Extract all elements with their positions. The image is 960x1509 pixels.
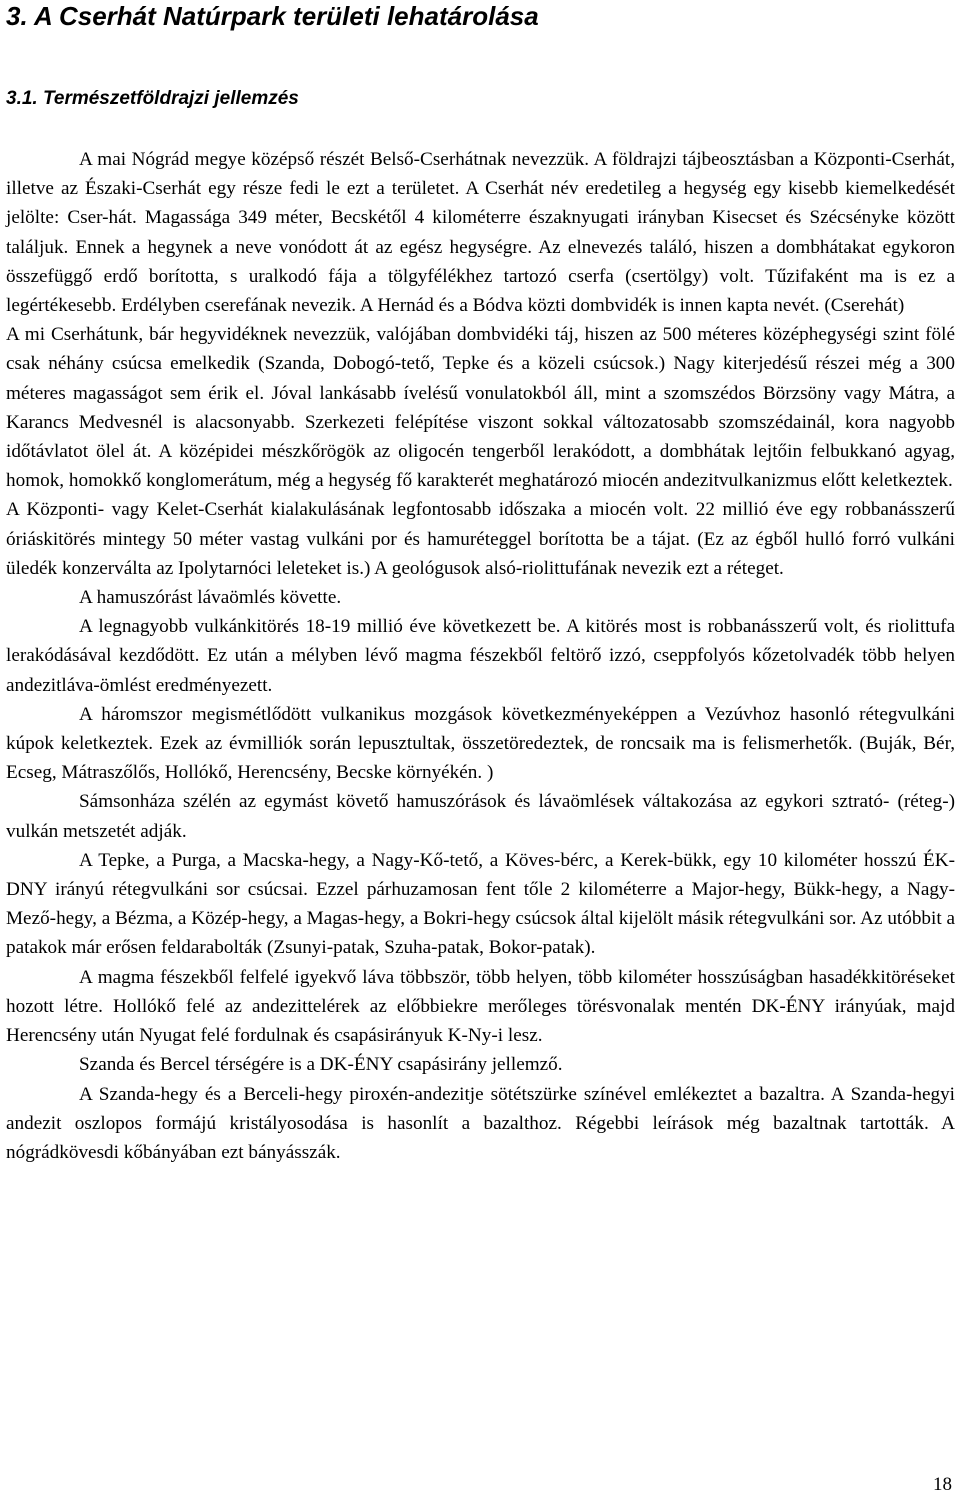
paragraph: Szanda és Bercel térségére is a DK-ÉNY csapásirány jellemző.	[79, 1054, 563, 1076]
paragraph: A mai Nógrád megye középső részét Belső-Cserhátnak nevezzük. A földrajzi tájbeosztásban a Központi-Cserhát, illetve az Északi-Cserhát egy része fedi le ezt a területet. A Cserhát név eredetileg a hegység egy kisebb kiemelkedését jelölte: Cser-hát. Magassága 349 méter, Becskétől 4 kilométerre északnyugati irányban Kisecset és Szécsényke között találjuk. Ennek a hegynek a neve vonódott át az egész hegységre. Az elnevezés találó, hiszen a dombhátakat egykoron összefüggő erdő borította, s uralkodó fája a tölgyfélékhez tartozó cserfa (csertölgy) volt. Tűzifaként ma is ez a legértékesebb. Erdélyben cserefának nevezik. A Hernád és a Bódva közti dombvidék is innen kapta nevét. (Cserehát)	[6, 149, 955, 317]
section-heading: 3.1. Természetföldrajzi jellemzés	[6, 88, 299, 109]
paragraph: A magma fészekből felfelé igyekvő láva többször, több helyen, több kilométer hosszúságban hasadékkitöréseket hozott létre. Hollókő felé az andezittelérek az előbbiekre merőleges törésvonalak mentén DK-ÉNY irányúak, majd Herencsény után Nyugat felé fordulnak és csapásirányuk K-Ny-i lesz.	[6, 966, 955, 1047]
paragraph: A Tepke, a Purga, a Macska-hegy, a Nagy-Kő-tető, a Köves-bérc, a Kerek-bükk, egy 10 kilométer hosszú ÉK-DNY irányú rétegvulkáni sor csúcsai. Ezzel párhuzamosan fent tőle 2 kilométerre a Major-hegy, Bükk-hegy, a Nagy-Mező-hegy, a Bézma, a Közép-hegy, a Magas-hegy, a Bokri-hegy csúcsok által kijelölt másik rétegvulkáni sor. Az utóbbit a patakok már erősen feldarabolták (Zsunyi-patak, Szuha-patak, Bokor-patak).	[6, 849, 955, 959]
body-text	[6, 145, 955, 1167]
paragraph: A háromszor megismétlődött vulkanikus mozgások következményeképpen a Vezúvhoz hasonló rétegvulkáni kúpok keletkeztek. Ezek az évmilliók során lepusztultak, összetöredeztek, de roncsaik ma is felismerhetők. (Buják, Bér, Ecseg, Mátraszőlős, Hollókő, Herencsény, Becske környékén. )	[6, 703, 955, 784]
page-number: 18	[933, 1474, 952, 1495]
paragraph: A Szanda-hegy és a Berceli-hegy piroxén-andezitje sötétszürke színével emlékeztet a bazaltra. A Szanda-hegyi andezit oszlopos formájú kristályosodása is hasonlít a bazalthoz. Régebbi leírások még bazaltnak tartották. A nógrádkövesdi kőbányában ezt bányásszák.	[6, 1083, 955, 1163]
paragraph: Sámsonháza szélén az egymást követő hamuszórások és lávaömlések váltakozása az egykori sztrató- (réteg-) vulkán metszetét adják.	[6, 791, 955, 842]
paragraph: A legnagyobb vulkánkitörés 18-19 millió éve következett be. A kitörés most is robbanásszerű volt, és riolittufa lerakódásával kezdődött. Ez után a mélyben lévő magma fészekből feltörő izzó, cseppfolyós kőzetolvadék több helyen andezitláva-ömlést eredményezett.	[6, 616, 955, 696]
paragraph: A Központi- vagy Kelet-Cserhát kialakulásának legfontosabb időszaka a miocén volt. 22 millió éve egy robbanásszerű óriáskitörés mintegy 50 méter vastag vulkáni por és hamuréteggel borította be a tájat. (Ez az égből hulló forró vulkáni üledék konzerválta az Ipolytarnóci leleteket is.) A geológusok alsó-riolittufának nevezik ezt a réteget.	[6, 499, 955, 579]
chapter-heading: 3. A Cserhát Natúrpark területi lehatárolása	[6, 1, 539, 31]
paragraph: A hamuszórást lávaömlés követte.	[79, 587, 342, 609]
paragraph: A mi Cserhátunk, bár hegyvidéknek nevezzük, valójában dombvidéki táj, hiszen az 500 méteres középhegységi szint fölé csak néhány csúcsa emelkedik (Szanda, Dobogó-tető, Tepke és a közeli csúcsok.) Nagy kiterjedésű részei még a 300 méteres magasságot sem érik el. Jóval lankásabb ívelésű vonulatokból áll, mint a szomszédos Börzsöny vagy Mátra, a Karancs Medvesnél is alacsonyabb. Szerkezeti felépítése viszont sokkal változatosabb szomszédainál, kora nagyobb időtávlatot ölel át. A középidei mészkőrögök az oligocén tengerből lerakódott, a dombhátak lejtőin felbukkanó agyag, homok, homokkő konglomerátum, még a hegység fő karakterét meghatározó miocén andezitvulkanizmus előtt keletkeztek.	[6, 324, 955, 492]
